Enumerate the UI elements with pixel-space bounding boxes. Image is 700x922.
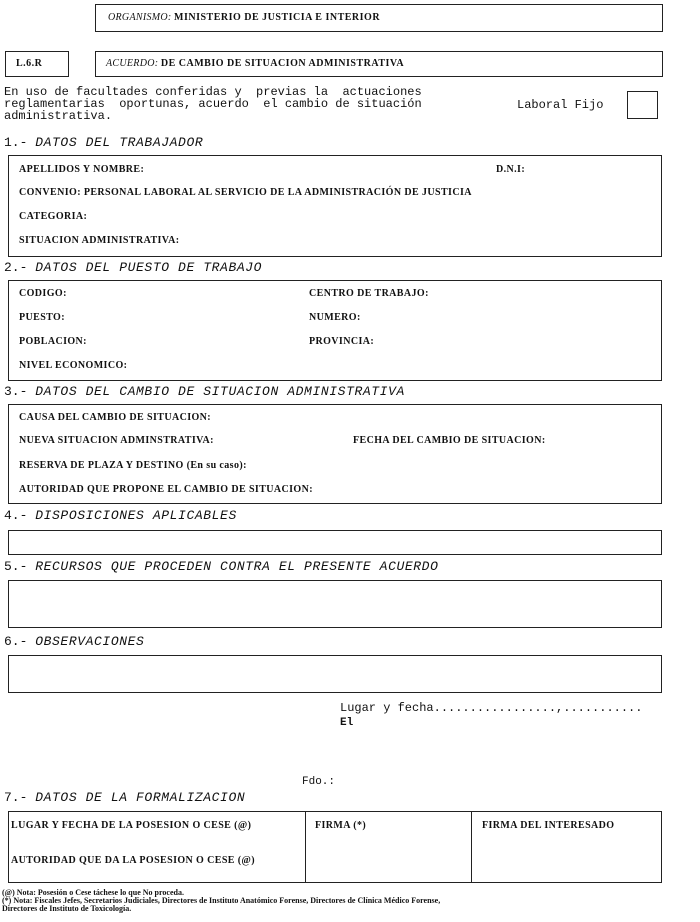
acuerdo-label: ACUERDO: [106,58,159,69]
convenio-field: CONVENIO: PERSONAL LABORAL AL SERVICIO DE LA ADMINISTRACIÓN DE JUSTICIA [19,187,472,198]
poblacion-field[interactable]: POBLACION: [19,336,87,347]
fdo-label: Fdo.: [302,776,336,788]
nivel-field[interactable]: NIVEL ECONOMICO: [19,360,128,371]
section4-title: DISPOSICIONES APLICABLES [35,508,237,523]
section2-number: 2.- [4,260,28,275]
section4-heading [4,508,237,523]
provincia-field[interactable]: PROVINCIA: [309,336,375,347]
laboral-fijo-label: Laboral Fijo [517,98,604,112]
section6-title: OBSERVACIONES [35,634,145,649]
nueva-situacion-field[interactable]: NUEVA SITUACION ADMINSTRATIVA: [19,435,214,446]
firma-interesado-field[interactable]: FIRMA DEL INTERESADO [482,820,615,831]
apellidos-field[interactable]: APELLIDOS Y NOMBRE: [19,164,145,175]
el-label: El [340,717,354,729]
codigo-field[interactable]: CODIGO: [19,288,67,299]
section5-heading [4,559,438,574]
form-code: L.6.R [16,58,43,69]
organismo-label: ORGANISMO: [108,12,172,23]
firma-field[interactable]: FIRMA (*) [315,820,367,831]
reserva-field[interactable]: RESERVA DE PLAZA Y DESTINO (En su caso): [19,460,247,471]
section6-number: 6.- [4,634,28,649]
acuerdo-line [106,58,404,69]
section3-heading [4,384,405,399]
section7-number: 7.- [4,790,28,805]
causa-field[interactable]: CAUSA DEL CAMBIO DE SITUACION: [19,412,212,423]
categoria-field[interactable]: CATEGORIA: [19,211,88,222]
numero-field[interactable]: NUMERO: [309,312,361,323]
puesto-field[interactable]: PUESTO: [19,312,65,323]
organismo-line [108,12,380,23]
section2-heading [4,260,262,275]
section4-box[interactable] [8,530,662,555]
section7-divider-1 [305,811,306,883]
footnote-3: Directores de Instituto de Toxicología. [2,904,132,913]
organismo-value: MINISTERIO DE JUSTICIA E INTERIOR [174,12,381,23]
section4-number: 4.- [4,508,28,523]
autoridad-propone-field[interactable]: AUTORIDAD QUE PROPONE EL CAMBIO DE SITUACION: [19,484,313,495]
laboral-fijo-checkbox[interactable] [627,91,658,119]
section6-box[interactable] [8,655,662,693]
lugar-fecha-line: Lugar y fecha.................,........... [340,701,643,715]
section7-divider-2 [471,811,472,883]
section1-heading [4,135,203,150]
section1-title: DATOS DEL TRABAJADOR [35,135,204,150]
dni-field[interactable]: D.N.I: [496,164,526,175]
section2-title: DATOS DEL PUESTO DE TRABAJO [35,260,263,275]
fecha-cambio-field[interactable]: FECHA DEL CAMBIO DE SITUACION: [353,435,546,446]
section3-title: DATOS DEL CAMBIO DE SITUACION ADMINISTRATIVA [35,384,405,399]
section3-number: 3.- [4,384,28,399]
section5-box[interactable] [8,580,662,628]
section7-heading [4,790,245,805]
acuerdo-value: DE CAMBIO DE SITUACION ADMINISTRATIVA [160,58,405,69]
footnote-1: (@) Nota: Posesión o Cese táchese lo que No proceda. [2,888,184,897]
situacion-field[interactable]: SITUACION ADMINISTRATIVA: [19,235,180,246]
centro-field[interactable]: CENTRO DE TRABAJO: [309,288,429,299]
autoridad-posesion-field[interactable]: AUTORIDAD QUE DA LA POSESION O CESE (@) [11,855,255,866]
section1-number: 1.- [4,135,28,150]
intro-line-2: reglamentarias oportunas, acuerdo el cambio de situación [4,97,422,111]
intro-line-3: administrativa. [4,109,113,123]
section5-number: 5.- [4,559,28,574]
section5-title: RECURSOS QUE PROCEDEN CONTRA EL PRESENTE ACUERDO [35,559,439,574]
intro-line-1: En uso de facultades conferidas y previas la actuaciones [4,85,422,99]
footnote-2: (*) Nota: Fiscales Jefes, Secretarios Judiciales, Directores de Instituto Anatómico Forense, Directores de Clínica Médico Forense, [2,896,441,905]
section6-heading [4,634,144,649]
section7-title: DATOS DE LA FORMALIZACION [35,790,246,805]
lugar-fecha-posesion-field[interactable]: LUGAR Y FECHA DE LA POSESION O CESE (@) [11,820,252,831]
